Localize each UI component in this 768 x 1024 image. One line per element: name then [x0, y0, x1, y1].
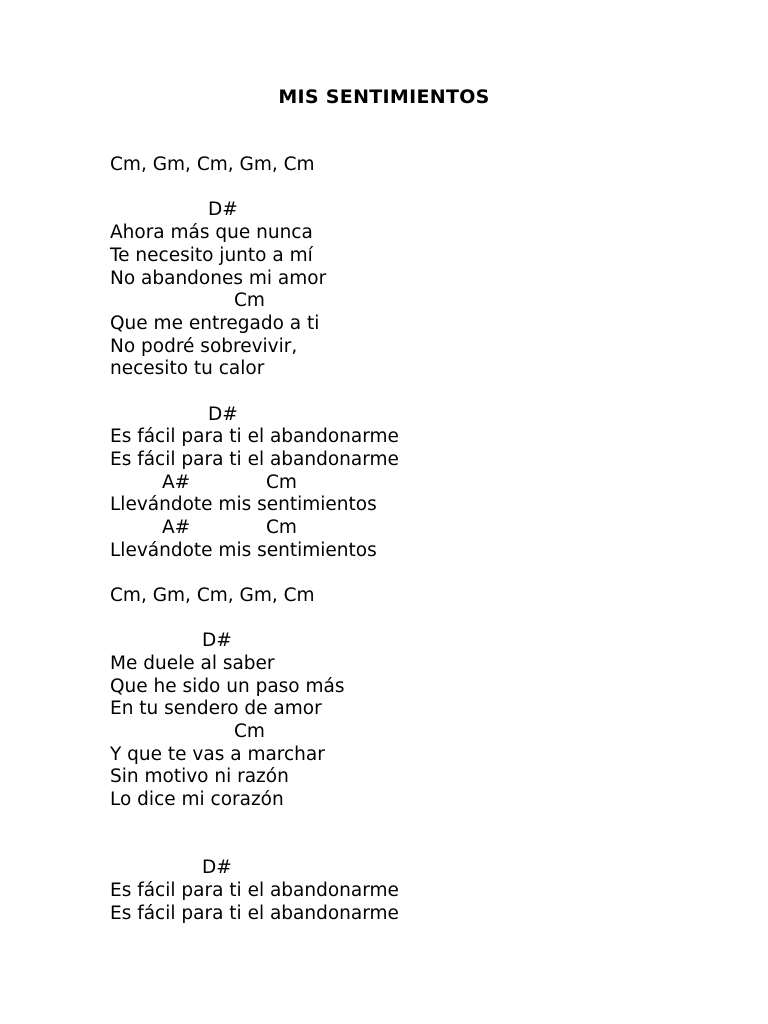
chord-line: Cm	[266, 517, 297, 538]
lyric-line: Me duele al saber	[110, 653, 275, 674]
chord-line: Cm	[234, 721, 265, 742]
lyric-line: En tu sendero de amor	[110, 698, 322, 719]
chord-line: D#	[202, 630, 232, 651]
chord-line: D#	[208, 199, 238, 220]
chord-progression: Cm, Gm, Cm, Gm, Cm	[110, 154, 315, 175]
chord-line: Cm	[234, 290, 265, 311]
lyric-line: Llevándote mis sentimientos	[110, 494, 377, 515]
lyric-line: Lo dice mi corazón	[110, 789, 284, 810]
lyric-line: Y que te vas a marchar	[110, 744, 325, 765]
lyric-line: No podré sobrevivir,	[110, 336, 298, 357]
lyric-line: Llevándote mis sentimientos	[110, 540, 377, 561]
chord-line: Cm	[266, 472, 297, 493]
lyric-line: Que me entregado a ti	[110, 313, 320, 334]
lyric-line: No abandones mi amor	[110, 268, 327, 289]
lyric-line: necesito tu calor	[110, 358, 265, 379]
lyric-line: Ahora más que nunca	[110, 222, 313, 243]
song-title: MIS SENTIMIENTOS	[278, 86, 490, 108]
lyric-line: Sin motivo ni razón	[110, 766, 289, 787]
chord-progression: Cm, Gm, Cm, Gm, Cm	[110, 585, 315, 606]
lyric-line: Que he sido un paso más	[110, 676, 345, 697]
lyric-line: Es fácil para ti el abandonarme	[110, 449, 399, 470]
chord-line: D#	[202, 857, 232, 878]
lyric-line: Es fácil para ti el abandonarme	[110, 903, 399, 924]
chord-line: A#	[162, 472, 191, 493]
chord-line: A#	[162, 517, 191, 538]
lyric-line: Es fácil para ti el abandonarme	[110, 426, 399, 447]
lyric-line: Es fácil para ti el abandonarme	[110, 880, 399, 901]
chord-line: D#	[208, 404, 238, 425]
lyric-line: Te necesito junto a mí	[110, 245, 313, 266]
